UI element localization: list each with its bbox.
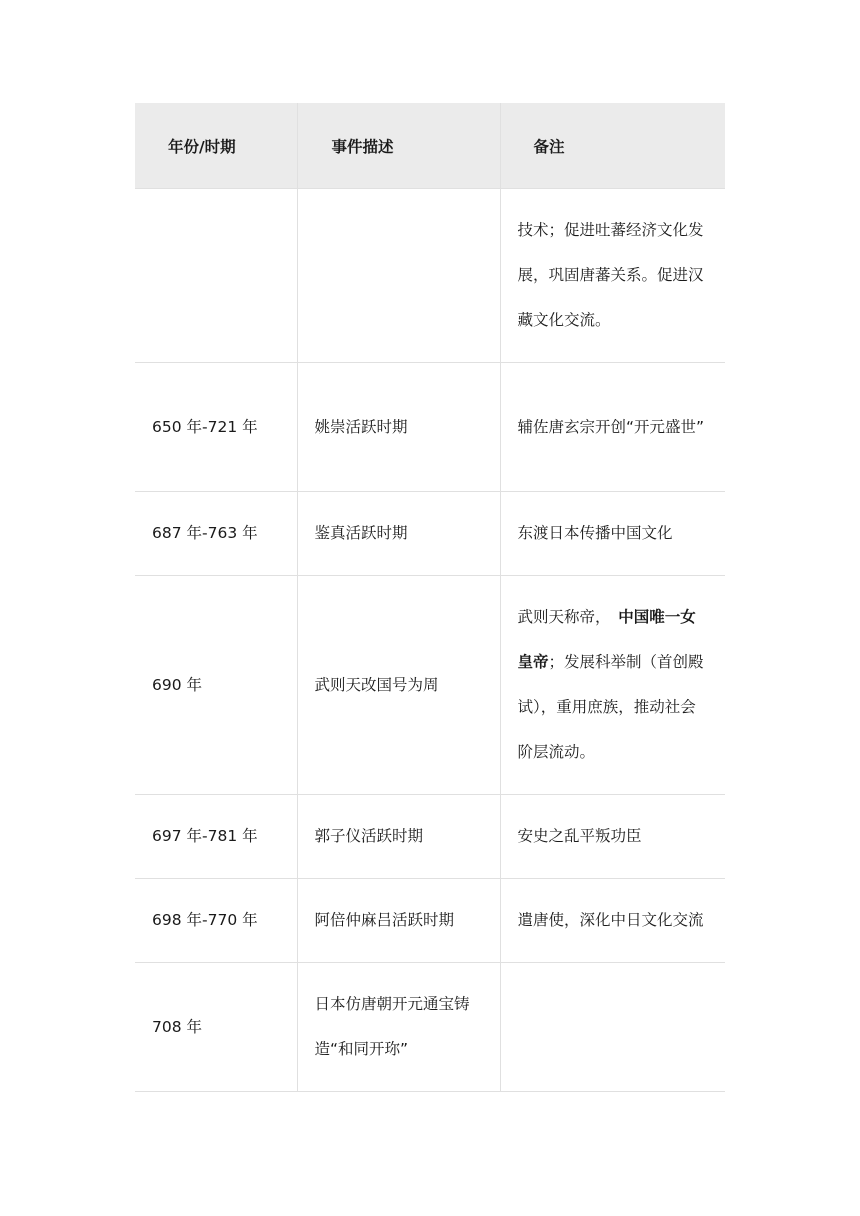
cell-event: 姚崇活跃时期: [297, 363, 500, 492]
header-note: 备注: [500, 103, 725, 189]
cell-year: 708 年: [135, 963, 297, 1092]
table-row: [135, 363, 725, 492]
history-timeline-table: [135, 103, 725, 1092]
cell-note: 技术；促进吐蕃经济文化发展，巩固唐蕃关系。促进汉藏文化交流。: [500, 189, 725, 363]
table-row: [135, 576, 725, 795]
cell-note: [500, 576, 725, 795]
table-row: [135, 492, 725, 576]
header-event: 事件描述: [297, 103, 500, 189]
cell-note: [500, 963, 725, 1092]
note-text: 武则天称帝，: [517, 608, 619, 626]
table-row: [135, 963, 725, 1092]
cell-year: 687 年-763 年: [135, 492, 297, 576]
table-row: [135, 879, 725, 963]
cell-year: 698 年-770 年: [135, 879, 297, 963]
table-row: [135, 795, 725, 879]
cell-event: 鉴真活跃时期: [297, 492, 500, 576]
cell-year: 697 年-781 年: [135, 795, 297, 879]
cell-note: 东渡日本传播中国文化: [500, 492, 725, 576]
cell-year: 690 年: [135, 576, 297, 795]
note-highlight: 中国唯一女皇帝: [517, 608, 696, 671]
header-year: 年份/时期: [135, 103, 297, 189]
note-text: ；发展科举制（首创殿试），重用庶族，推动社会阶层流动。: [517, 653, 704, 761]
cell-event: 郭子仪活跃时期: [297, 795, 500, 879]
cell-note: 辅佐唐玄宗开创“开元盛世”: [500, 363, 725, 492]
table-row: [135, 189, 725, 363]
cell-event: 武则天改国号为周: [297, 576, 500, 795]
cell-note: 安史之乱平叛功臣: [500, 795, 725, 879]
cell-note: 遣唐使，深化中日文化交流: [500, 879, 725, 963]
cell-event: 阿倍仲麻吕活跃时期: [297, 879, 500, 963]
table-header-row: [135, 103, 725, 189]
cell-event: 日本仿唐朝开元通宝铸造“和同开珎”: [297, 963, 500, 1092]
cell-event: [297, 189, 500, 363]
cell-year: [135, 189, 297, 363]
cell-year: 650 年-721 年: [135, 363, 297, 492]
